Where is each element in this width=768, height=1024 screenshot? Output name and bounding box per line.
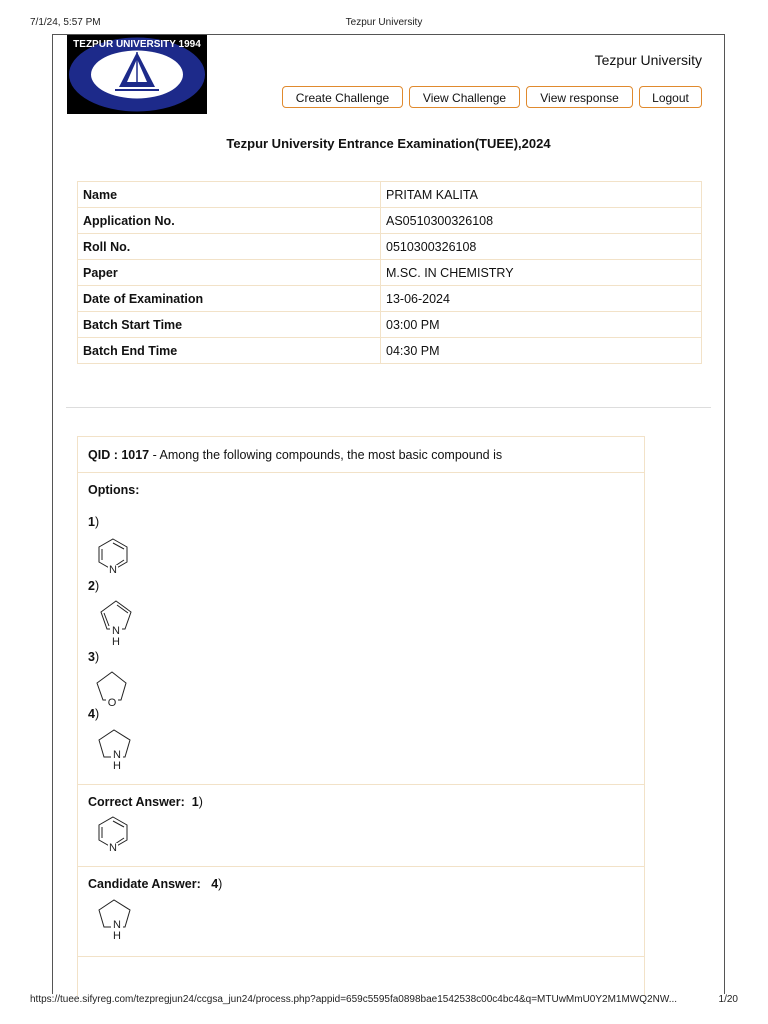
row-label: Batch Start Time <box>78 312 381 338</box>
svg-text:N: N <box>113 749 121 761</box>
page-url: https://tuee.sifyreg.com/tezpregjun24/ccgsa_jun24/process.php?appid=659c5595fa0898bae1542538c00c4bc4&q=MTUwMmU0Y2M1MWQ2NW... <box>30 994 678 1005</box>
question-card <box>77 436 645 996</box>
row-value: 03:00 PM <box>381 312 702 338</box>
pyrrolidine-structure <box>94 896 136 944</box>
table-row <box>78 286 702 312</box>
print-date: 7/1/24, 5:57 PM <box>30 17 101 28</box>
row-value: 13-06-2024 <box>381 286 702 312</box>
correct-answer-label: Correct Answer: <box>88 795 185 809</box>
pyridine-structure <box>94 812 134 852</box>
option-number: 3) <box>88 650 100 664</box>
page-number: 1/20 <box>718 994 738 1005</box>
correct-answer-section <box>78 784 644 867</box>
row-value: PRITAM KALITA <box>381 182 702 208</box>
correct-answer-number: 1 <box>191 795 199 809</box>
logo-text: TEZPUR UNIVERSITY 1994 <box>73 39 201 50</box>
row-value: M.SC. IN CHEMISTRY <box>381 260 702 286</box>
university-logo <box>67 35 207 114</box>
pyridine-structure <box>94 534 134 574</box>
row-label: Roll No. <box>78 234 381 260</box>
option-number: 4) <box>88 707 100 721</box>
svg-text:N: N <box>112 625 120 637</box>
candidate-info-table <box>77 181 702 364</box>
row-value: 04:30 PM <box>381 338 702 364</box>
row-label: Batch End Time <box>78 338 381 364</box>
correct-answer-line: Correct Answer: 1) <box>88 795 203 809</box>
exam-title: Tezpur University Entrance Examination(TUEE),2024 <box>226 136 551 151</box>
section-divider <box>66 407 711 408</box>
row-value: AS0510300326108 <box>381 208 702 234</box>
row-label: Date of Examination <box>78 286 381 312</box>
print-header <box>30 17 738 31</box>
table-row <box>78 312 702 338</box>
view-response-button[interactable]: View response <box>526 86 633 108</box>
row-label: Application No. <box>78 208 381 234</box>
table-row <box>78 338 702 364</box>
option-number: 2) <box>88 579 100 593</box>
row-label: Paper <box>78 260 381 286</box>
row-value: 0510300326108 <box>381 234 702 260</box>
table-row <box>78 208 702 234</box>
options-section <box>78 472 644 785</box>
university-name: Tezpur University <box>594 52 702 68</box>
candidate-answer-line: Candidate Answer: 4) <box>88 877 223 891</box>
logout-button[interactable]: Logout <box>639 86 702 108</box>
table-row <box>78 260 702 286</box>
create-challenge-button[interactable]: Create Challenge <box>282 86 403 108</box>
svg-text:N: N <box>109 842 117 852</box>
print-footer <box>30 994 738 1008</box>
svg-text:H: H <box>112 636 120 646</box>
pyrrolidine-structure <box>94 726 136 774</box>
row-label: Name <box>78 182 381 208</box>
pyrrole-structure <box>96 598 136 646</box>
nav-bar <box>282 86 702 108</box>
question-text <box>88 448 502 462</box>
question-header <box>78 437 644 473</box>
view-challenge-button[interactable]: View Challenge <box>409 86 520 108</box>
tetrahydrofuran-structure <box>92 669 132 709</box>
option-number: 1) <box>88 515 100 529</box>
question-id: QID : 1017 <box>88 448 150 462</box>
print-title: Tezpur University <box>345 17 423 28</box>
svg-text:H: H <box>113 930 121 942</box>
svg-text:H: H <box>113 760 121 772</box>
table-row <box>78 182 702 208</box>
candidate-answer-label: Candidate Answer: <box>88 877 201 891</box>
svg-text:N: N <box>109 564 117 574</box>
question-body: - Among the following compounds, the most basic compound is <box>149 448 503 462</box>
candidate-answer-section <box>78 866 644 957</box>
candidate-answer-number: 4 <box>211 877 219 891</box>
svg-text:O: O <box>107 697 117 709</box>
svg-text:N: N <box>113 919 121 931</box>
table-row <box>78 234 702 260</box>
options-label: Options: <box>88 483 140 497</box>
